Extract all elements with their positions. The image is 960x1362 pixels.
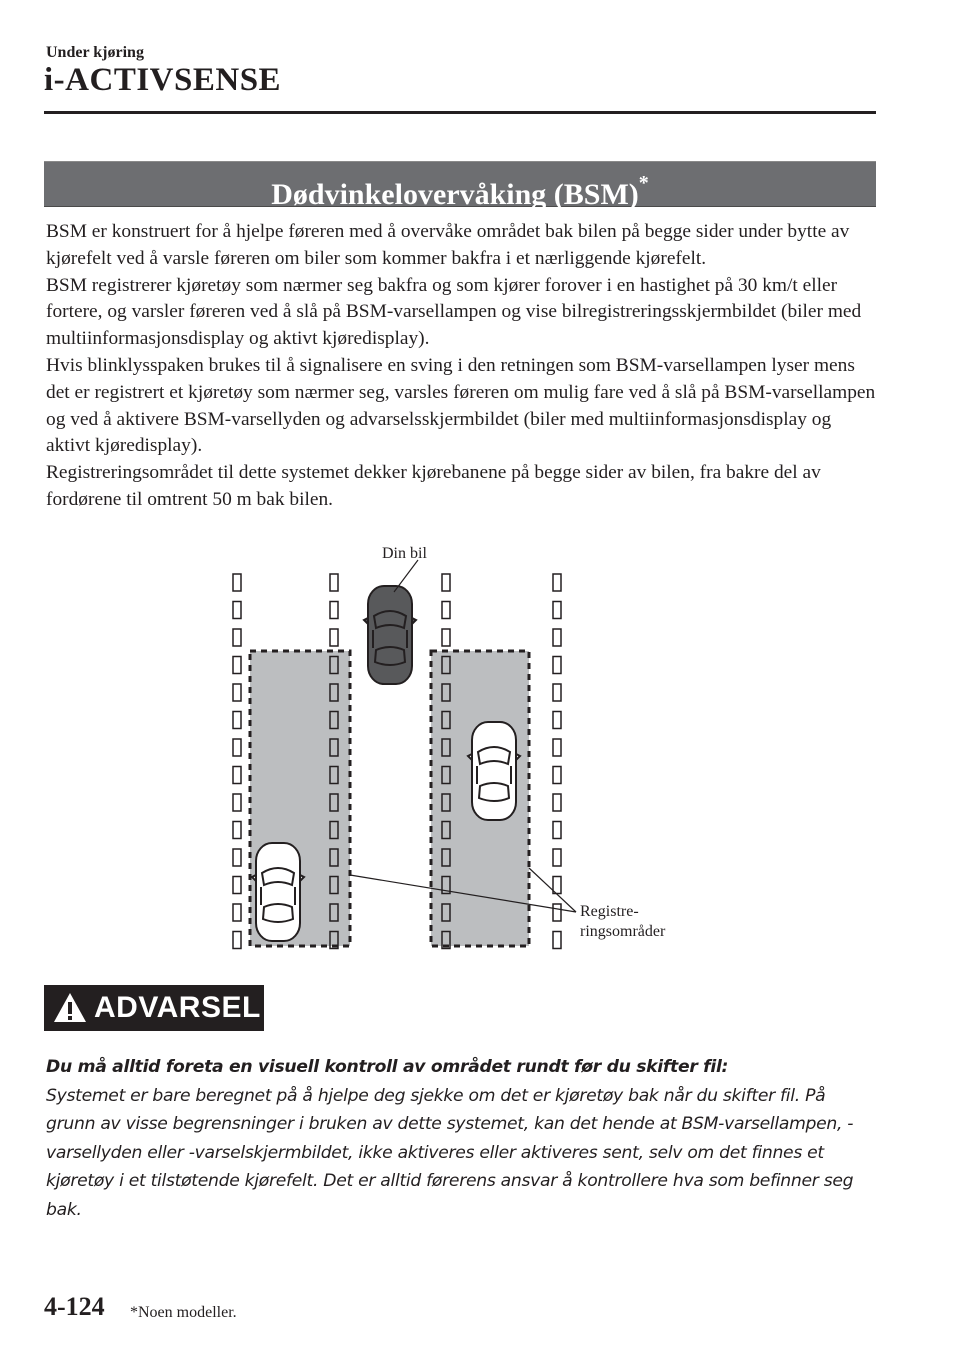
lane-marker <box>553 602 561 619</box>
own-car-leader-line <box>394 560 418 592</box>
body-paragraph: BSM registrerer kjøretøy som nærmer seg bakfra og som kjører forover i en hastighet på 30 km/t eller fortere, og varsler føreren ved å slå på BSM-varsellampen og vise bilregistreringsskjermbildet (biler med multiinformasjonsdisplay og aktivt kjøredisplay). <box>46 274 862 350</box>
warning-lead: Du må alltid foreta en visuell kontroll av området rundt før du skifter fil: <box>46 1057 729 1077</box>
lane-marker <box>233 657 241 674</box>
body-paragraph: BSM er konstruert for å hjelpe føreren med å overvåke området bak bilen på begge sider under bytte av kjørefelt ved å varsle føreren om biler som kommer bakfra i et nærliggende kjørefelt. <box>46 221 850 269</box>
lane-marker <box>553 739 561 756</box>
lane-marker <box>553 932 561 949</box>
body-paragraph: Hvis blinklysspaken brukes til å signalisere en sving i den retningen som BSM-varsellampen lyser mens det er registrert et kjøretøy som nærmer seg, varsles føreren om mulig fare ved å slå på BSM-varsellampen og ved å aktivere BSM-varsellyden og advarselsskjermbildet (biler med multiinformasjonsdisplay og aktivt kjøredisplay). <box>46 354 876 457</box>
lane-marker <box>553 574 561 591</box>
lane-marker <box>330 574 338 591</box>
header-divider <box>44 111 876 114</box>
lane-marker <box>233 849 241 866</box>
heading-title: Dødvinkelovervåking (BSM) <box>271 178 639 211</box>
approaching-car-left-icon <box>252 843 304 941</box>
lane-marker <box>233 712 241 729</box>
lane-marker <box>553 684 561 701</box>
lane-marker <box>233 932 241 949</box>
section-label: Under kjøring <box>46 44 144 61</box>
lane-marker <box>233 767 241 784</box>
lane-marker <box>233 822 241 839</box>
lane-marker <box>553 822 561 839</box>
approaching-car-right-icon <box>468 722 520 820</box>
lane-marker <box>553 629 561 646</box>
own-car-icon <box>364 586 416 684</box>
lane-marker <box>553 849 561 866</box>
zones-label-line: ringsområder <box>580 923 666 940</box>
chapter-title: i-ACTIVSENSE <box>44 62 282 98</box>
warning-paragraph: Systemet er bare beregnet på å hjelpe deg sjekke om det er kjøretøy bak når du skifter fil. På grunn av visse begrensninger i bruken av dette systemet, kan det hende at BSM-varsellampen, -varsellyden eller -varselskjermbildet, ikke aktiveres eller aktiveres sent, selv om det finnes et kjøretøy i et tilstøtende kjørefelt. Det er alltid førerens ansvar å kontrollere hva som befinner seg bak. <box>46 1085 854 1220</box>
lane-marker <box>233 904 241 921</box>
warning-badge-label: ADVARSEL <box>94 991 261 1024</box>
lane-marker <box>442 629 450 646</box>
zones-label <box>580 902 665 942</box>
lane-marker <box>330 602 338 619</box>
page-number: 4-124 <box>44 1292 105 1321</box>
lane-marker <box>442 602 450 619</box>
lane-marker <box>233 877 241 894</box>
body-text <box>46 219 876 514</box>
lane-marker <box>553 904 561 921</box>
lane-marker <box>233 574 241 591</box>
lane-marker <box>553 657 561 674</box>
heading-footnote-marker: * <box>638 172 649 194</box>
warning-triangle-icon <box>52 991 88 1025</box>
lane-marker <box>233 794 241 811</box>
lane-marker <box>330 629 338 646</box>
section-heading <box>44 161 876 211</box>
bsm-diagram <box>200 540 720 970</box>
lane-marker <box>553 767 561 784</box>
lane-marker <box>233 629 241 646</box>
zones-label-line: Registre- <box>580 903 639 920</box>
lane-marker <box>553 712 561 729</box>
warning-badge <box>44 985 264 1031</box>
body-paragraph: Registreringsområdet til dette systemet dekker kjørebanene på begge sider av bilen, fra bakre del av fordørene til omtrent 50 m bak bilen. <box>46 462 821 510</box>
lane-marker <box>233 602 241 619</box>
footnote: *Noen modeller. <box>130 1304 237 1321</box>
lane-marker <box>442 574 450 591</box>
own-car-label: Din bil <box>382 545 427 562</box>
warning-text <box>46 1053 876 1225</box>
lane-marker <box>553 794 561 811</box>
lane-marker <box>233 739 241 756</box>
lane-marker <box>233 684 241 701</box>
